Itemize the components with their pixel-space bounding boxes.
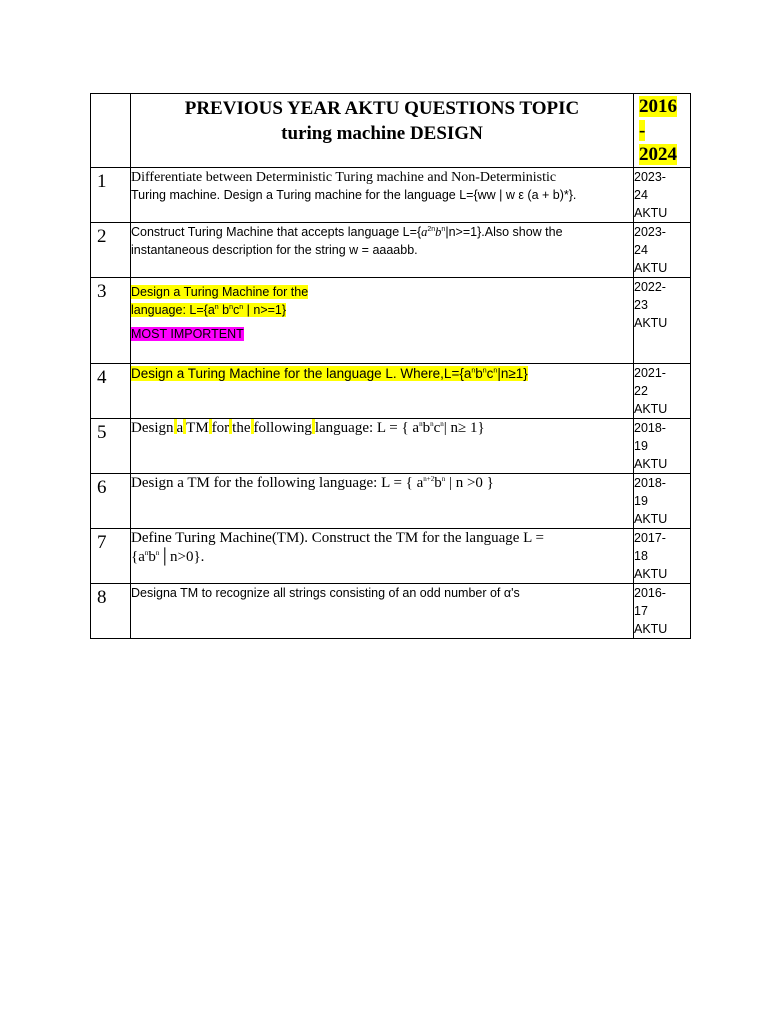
question-cell: [131, 474, 634, 529]
table-row: [91, 584, 691, 639]
question-line: instantaneous description for the string w = aaaabb.: [131, 243, 418, 257]
question-line: Design a Turing Machine for the: [131, 285, 309, 299]
question-cell: [131, 584, 634, 639]
question-line: language: $L=\{a^n$ $b^nc^n$ | n>=1}: [131, 303, 287, 317]
question-line: Design a TM for the following language: L = { $a^{n+2}b^n$ | n >0 }: [131, 475, 494, 491]
year-cell: 2018- 19 AKTU: [634, 474, 691, 529]
range-dash: -: [639, 120, 646, 141]
year-cell: 2016- 17 AKTU: [634, 584, 691, 639]
table-row: [91, 168, 691, 223]
question-line: $\{a^nb^n│n>0\}$.: [131, 549, 205, 565]
question-cell: [131, 223, 634, 278]
table-row: [91, 419, 691, 474]
question-line: Design a Turing Machine for the language L. $Where,L=\{a^nb^nc^n|n\ge 1\}$: [131, 366, 528, 381]
page-title: [131, 94, 633, 146]
table-row: [91, 474, 691, 529]
row-number: 4: [97, 367, 107, 388]
header-range-cell: [634, 94, 691, 168]
row-number: 7: [97, 532, 107, 553]
year-cell: 2022- 23 AKTU: [634, 278, 691, 364]
title-line-2: turing machine DESIGN: [281, 123, 483, 144]
question-cell: [131, 168, 634, 223]
year-cell: 2023- 24 AKTU: [634, 223, 691, 278]
table-row: [91, 223, 691, 278]
header-title-cell: [131, 94, 634, 168]
table-row: [91, 364, 691, 419]
title-line-1: PREVIOUS YEAR AKTU QUESTIONS TOPIC: [184, 98, 580, 119]
row-number: 5: [97, 422, 107, 443]
question-cell: [131, 529, 634, 584]
table-row: [91, 529, 691, 584]
question-cell: [131, 419, 634, 474]
year-cell: 2018- 19 AKTU: [634, 419, 691, 474]
header-num-cell: [91, 94, 131, 168]
question-line: Differentiate between Deterministic Turing machine and Non-Deterministic: [131, 170, 557, 185]
row-number: 1: [97, 171, 107, 192]
row-number: 3: [97, 281, 107, 302]
question-line: Design a TM for the following language: L = { $a^nb^nc^n|$ n≥ 1}: [131, 420, 485, 436]
question-line: Turing machine. Design a Turing machine for the language L={ww | w ε (a + b)*}.: [131, 188, 577, 202]
row-number: 2: [97, 226, 107, 247]
range-end: 2024: [639, 144, 677, 165]
range-start: 2016: [639, 96, 677, 117]
question-line: Designa TM to recognize all strings consisting of an odd number of α's: [131, 586, 520, 600]
question-line: Define Turing Machine(TM). Construct the TM for the language L =: [131, 530, 544, 546]
importance-note: MOST IMPORTENT: [131, 327, 244, 341]
row-number: 6: [97, 477, 107, 498]
table-row: [91, 278, 691, 364]
year-cell: 2023- 24 AKTU: [634, 168, 691, 223]
question-cell: [131, 278, 634, 364]
question-cell: [131, 364, 634, 419]
header-row: [91, 94, 691, 168]
year-cell: 2017- 18 AKTU: [634, 529, 691, 584]
year-cell: 2021- 22 AKTU: [634, 364, 691, 419]
questions-table: [90, 93, 691, 639]
year-range: [634, 94, 690, 167]
question-line: Construct Turing Machine that accepts language $L=\{a^{2n}b^n|n>=1\}.Also$ show the: [131, 225, 563, 239]
row-number: 8: [97, 587, 107, 608]
